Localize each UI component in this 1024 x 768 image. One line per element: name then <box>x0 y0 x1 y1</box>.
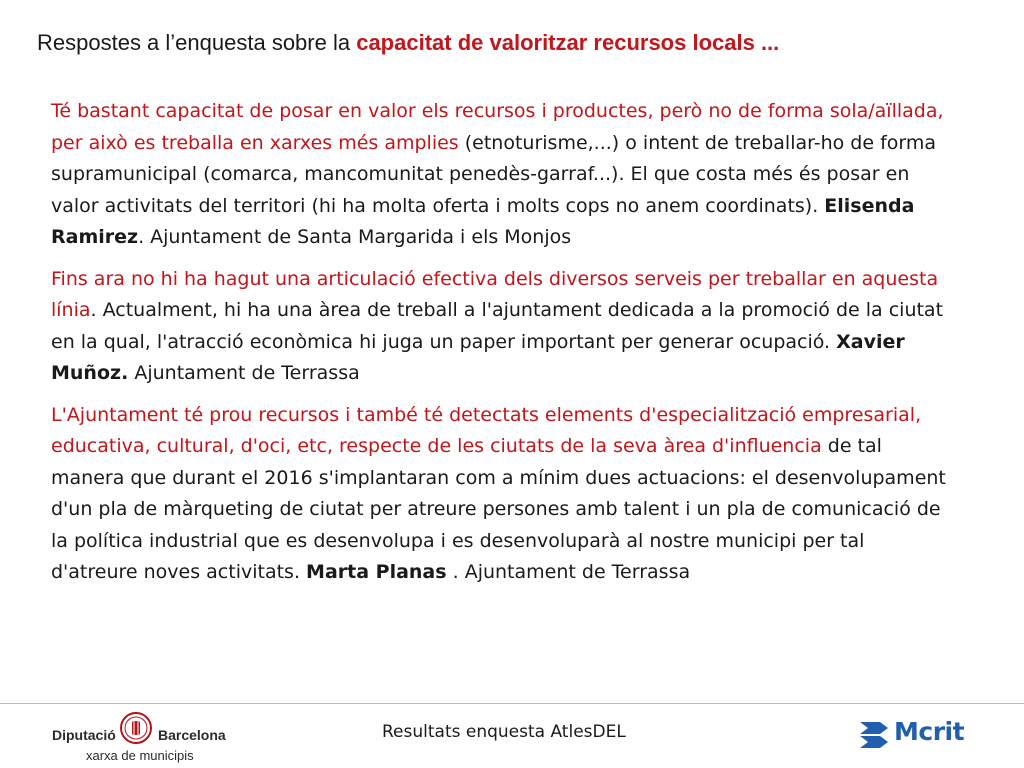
diputacio-barcelona-logo <box>52 708 252 764</box>
coat-of-arms-icon <box>120 710 152 748</box>
response-text: . Actualment, hi ha una àrea de treball a l'ajuntament dedicada a la promoció de la ciutat en la qual, l'atracció econòmica hi juga un paper important per generar ocupació. <box>51 299 944 353</box>
logo-subtitle: xarxa de municipis <box>86 748 194 763</box>
response-author: Xavier Muñoz. <box>51 330 905 384</box>
response-highlight: Fins ara no hi ha hagut una articulació efectiva dels diversos serveis per treballar en aquesta línia <box>51 267 939 321</box>
response-paragraph-3 <box>51 400 956 589</box>
logo-word-barcelona: Barcelona <box>158 727 226 743</box>
title-highlight: capacitat de valoritzar recursos locals ... <box>356 30 780 55</box>
title-prefix: Respostes a l’enquesta sobre la <box>37 30 357 55</box>
response-highlight: Té bastant capacitat de posar en valor els recursos i productes, però no de forma sola/aïllada, per això es treballa en xarxes més amplies <box>51 100 944 154</box>
slide-title <box>37 28 997 58</box>
response-organization: . Ajuntament de Terrassa <box>446 561 691 583</box>
responses-body <box>51 96 956 599</box>
mcrit-logo <box>858 716 978 752</box>
response-organization: . Ajuntament de Santa Margarida i els Monjos <box>138 226 572 248</box>
mcrit-arrows-icon <box>858 720 892 750</box>
mcrit-wordmark: Mcrit <box>894 717 965 746</box>
logo-word-diputacio: Diputació <box>52 727 116 743</box>
footer-divider <box>0 703 1024 704</box>
response-organization: Ajuntament de Terrassa <box>128 362 360 384</box>
response-paragraph-2 <box>51 264 956 390</box>
footer-caption: Resultats enquesta AtlesDEL <box>382 722 626 742</box>
response-paragraph-1 <box>51 96 956 254</box>
response-text: de tal manera que durant el 2016 s'implantaran com a mínim dues actuacions: el desenvolupament d'un pla de màrqueting de ciutat per atreure persones amb talent i un pla de comunicació de la política industrial que es desenvolupa i es desenvoluparà al nostre municipi per tal d'atreure noves activitats. <box>51 435 946 583</box>
response-author: Marta Planas <box>306 561 447 583</box>
response-text: (etnoturisme,...) o intent de treballar-ho de forma supramunicipal (comarca, mancomunitat penedès-garraf...). El que costa més és posar en valor activitats del territori (hi ha molta oferta i molts cops no anem coordinats). <box>51 131 937 217</box>
response-author: Elisenda Ramirez <box>51 194 915 248</box>
response-highlight: L'Ajuntament té prou recursos i també té detectats elements d'especialització empresarial, educativa, cultural, d'oci, etc, respecte de les ciutats de la seva àrea d'influencia <box>51 403 922 457</box>
